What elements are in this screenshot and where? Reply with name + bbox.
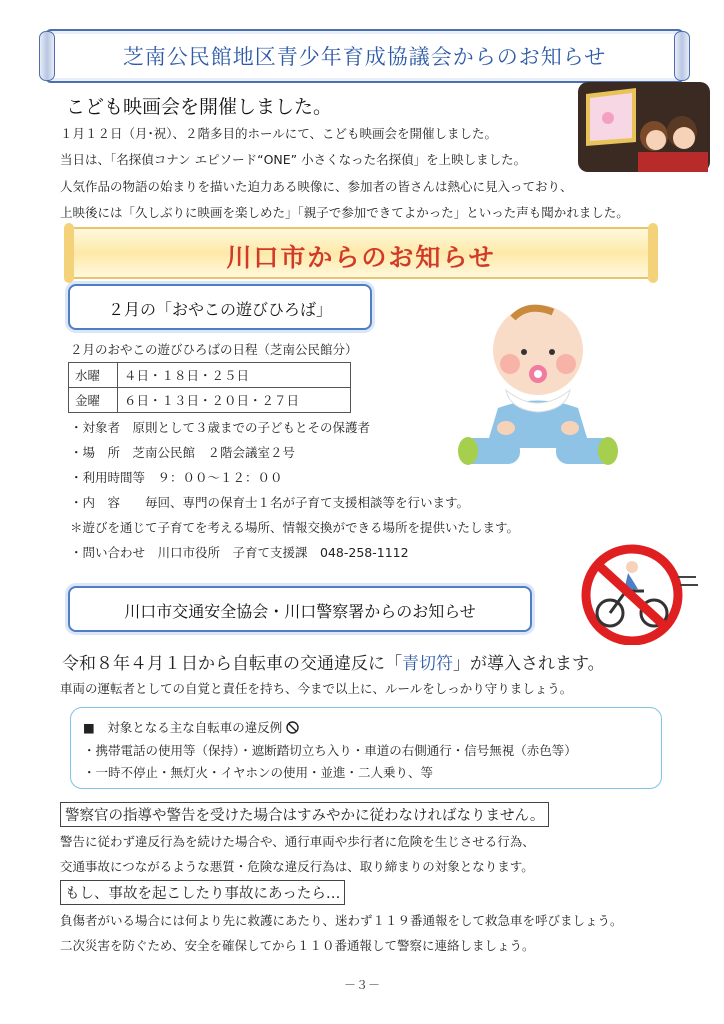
prohibited-icon bbox=[286, 721, 299, 734]
schedule-table bbox=[68, 362, 351, 413]
movie-line: 上映後には「久しぶりに映画を楽しめた」「親子で参加できてよかった」といった声も聞かれました。 bbox=[60, 205, 629, 220]
warning-title: 警察官の指導や警告を受けた場合はすみやかに従わなければなりません。 bbox=[60, 802, 549, 827]
info-note: ＊遊びを通じて子育てを考える場所、情報交換ができる場所を提供いたします。 bbox=[70, 520, 520, 535]
no-bicycle-phone-icon bbox=[574, 541, 704, 645]
violation-examples-box bbox=[70, 707, 662, 789]
info-item: ・利用時間等 ９：００～１２：００ bbox=[70, 470, 283, 485]
movie-heading: こども映画会を開催しました。 bbox=[66, 96, 333, 118]
schedule-day: 水曜 bbox=[69, 363, 118, 388]
violation-line: ・一時不停止・無灯火・イヤホンの使用・並進・二人乗り、等 bbox=[83, 765, 434, 780]
table-row bbox=[69, 388, 351, 413]
schedule-dates: ４日・１８日・２５日 bbox=[118, 363, 351, 388]
info-contact: ・問い合わせ 川口市役所 子育て支援課 048-258-1112 bbox=[70, 545, 409, 560]
kawaguchi-banner bbox=[70, 227, 652, 279]
info-item: ・対象者 原則として３歳までの子どもとその保護者 bbox=[70, 420, 371, 435]
traffic-title-box bbox=[68, 586, 532, 632]
header-banner bbox=[45, 29, 684, 83]
warning-line: 交通事故につながるような悪質・危険な違反行為は、取り締まりの対象となります。 bbox=[60, 859, 534, 874]
cinema-illustration bbox=[578, 82, 710, 172]
bicycle-headline bbox=[62, 649, 605, 674]
bicycle-subline: 車両の運転者としての自覚と責任を持ち、今まで以上に、ルールをしっかり守りましょう。 bbox=[60, 681, 573, 696]
headline-highlight: 青切符 bbox=[402, 654, 453, 674]
violation-line: ・携帯電話の使用等（保持）・遮断踏切立ち入り・車道の右側通行・信号無視（赤色等） bbox=[83, 743, 577, 758]
oyako-title-box bbox=[68, 284, 372, 330]
movie-line: 人気作品の物語の始まりを描いた迫力ある映像に、参加者の皆さんは熱心に見入っており、 bbox=[60, 179, 573, 194]
traffic-title: 川口市交通安全協会・川口警察署からのお知らせ bbox=[124, 602, 476, 621]
movie-line: １月１２日（月･祝）、２階多目的ホールにて、こども映画会を開催しました。 bbox=[60, 126, 498, 141]
accident-line: 負傷者がいる場合には何より先に救護にあたり、迷わず１１９番通報をして救急車を呼びましょう。 bbox=[60, 913, 623, 928]
kawaguchi-banner-title: 川口市からのお知らせ bbox=[226, 243, 496, 272]
page-number: －３－ bbox=[343, 978, 380, 992]
headline-text: 」が導入されます。 bbox=[453, 654, 605, 674]
schedule-day: 金曜 bbox=[69, 388, 118, 413]
table-row bbox=[69, 363, 351, 388]
headline-text: 令和８年４月１日から自転車の交通違反に「 bbox=[62, 654, 402, 674]
violation-title-text: ■ 対象となる主な自転車の違反例 bbox=[83, 720, 283, 735]
accident-line: 二次災害を防ぐため、安全を確保してから１１０番通報して警察に連絡しましょう。 bbox=[60, 938, 535, 953]
movie-line: 当日は、「名探偵コナン エピソード“ONE” 小さくなった名探偵」を上映しました。 bbox=[60, 152, 527, 167]
schedule-dates: ６日・１３日・２０日・２７日 bbox=[118, 388, 351, 413]
oyako-title: ２月の「おやこの遊びひろば」 bbox=[107, 300, 332, 319]
warning-line: 警告に従わず違反行為を続けた場合や、通行車両や歩行者に危険を生じさせる行為、 bbox=[60, 834, 535, 849]
schedule-caption: ２月のおやこの遊びひろばの日程（芝南公民館分） bbox=[70, 342, 358, 357]
violation-examples-title bbox=[83, 718, 299, 736]
info-item: ・場 所 芝南公民館 ２階会議室２号 bbox=[70, 445, 296, 460]
page-title: 芝南公民館地区青少年育成協議会からのお知らせ bbox=[122, 45, 607, 69]
info-item: ・内 容 毎回、専門の保育士１名が子育て支援相談等を行います。 bbox=[70, 495, 470, 510]
baby-illustration bbox=[458, 298, 618, 478]
accident-title: もし、事故を起こしたり事故にあったら… bbox=[60, 880, 345, 905]
